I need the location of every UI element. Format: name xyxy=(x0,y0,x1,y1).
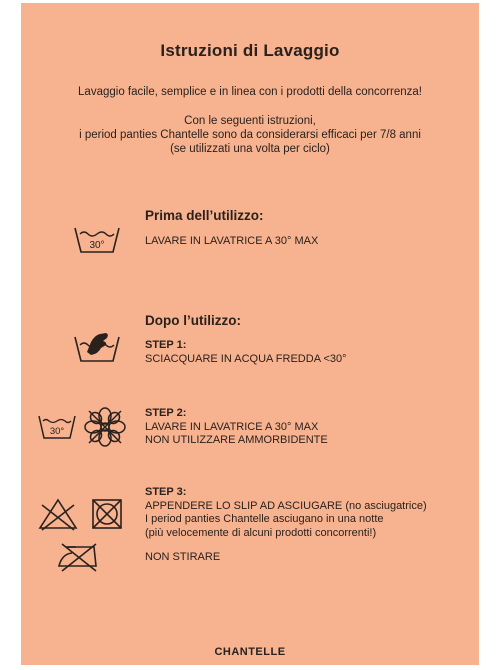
svg-text:30°: 30° xyxy=(89,240,105,251)
brand-logo: CHANTELLE xyxy=(214,646,286,658)
instructions-card xyxy=(21,3,479,665)
before-use-text: LAVARE IN LAVATRICE A 30° MAX xyxy=(145,235,319,247)
wash-30-icon xyxy=(37,413,77,441)
no-bleach-icon xyxy=(37,497,79,531)
wash-30-icon xyxy=(73,225,121,255)
no-tumble-dry-icon xyxy=(91,498,123,530)
step1-label: STEP 1: xyxy=(145,339,187,351)
step2-label: STEP 2: xyxy=(145,407,187,419)
step2-body: LAVARE IN LAVATRICE A 30° MAX NON UTILIZZARE AMMORBIDENTE xyxy=(145,420,328,446)
page-title: Istruzioni di Lavaggio xyxy=(160,41,340,60)
step3-label: STEP 3: xyxy=(145,486,187,498)
step2-text xyxy=(145,407,328,448)
before-use-heading: Prima dell’utilizzo: xyxy=(145,208,264,223)
step3-text xyxy=(145,486,427,540)
no-softener-icon xyxy=(83,407,127,447)
intro-line: Lavaggio facile, semplice e in linea con i prodotti della concorrenza! xyxy=(78,86,422,98)
intro-block: Con le seguenti istruzioni, i period panties Chantelle sono da considerarsi efficaci per 7/8 anni (se utilizzati una volta per ciclo) xyxy=(79,115,421,155)
svg-text:30°: 30° xyxy=(49,426,65,437)
after-use-heading: Dopo l’utilizzo: xyxy=(145,313,241,328)
step3-body: APPENDERE LO SLIP AD ASCIUGARE (no asciugatrice) I period panties Chantelle asciugano in una notte (più velocemente di alcuni prodotti concorrenti!) xyxy=(145,499,427,539)
hand-wash-icon xyxy=(73,330,121,364)
no-iron-text: NON STIRARE xyxy=(145,551,221,563)
step1-text xyxy=(145,339,347,366)
step1-body: SCIACQUARE IN ACQUA FREDDA <30° xyxy=(145,352,347,365)
no-iron-icon xyxy=(54,541,102,573)
